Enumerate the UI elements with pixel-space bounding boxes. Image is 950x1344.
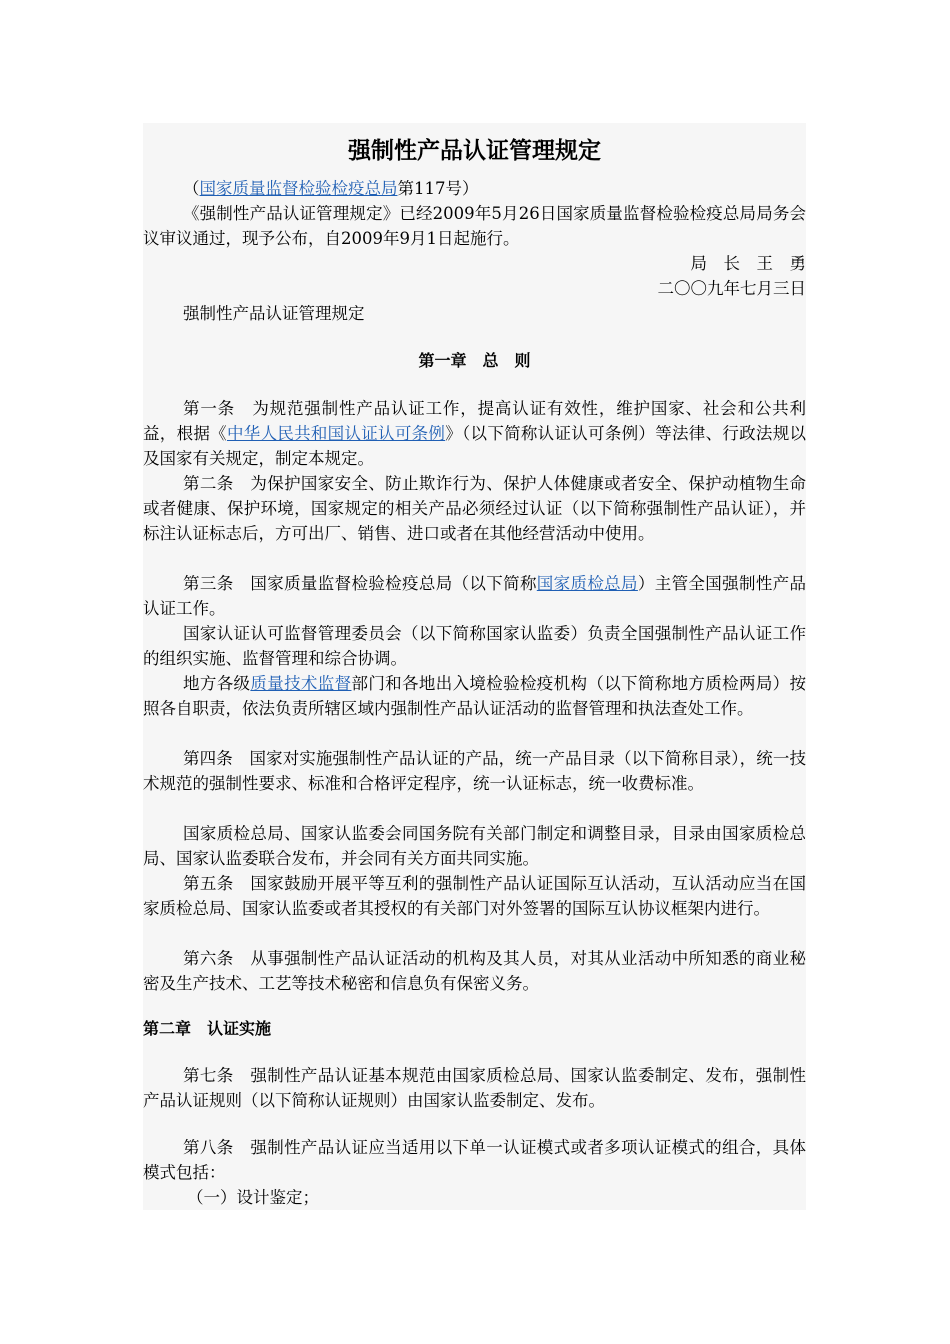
article-4: 第四条 国家对实施强制性产品认证的产品，统一产品目录（以下简称目录），统一技术规范的强制性要求、标准和合格评定程序，统一认证标志，统一收费标准。 bbox=[143, 749, 806, 793]
article-1 bbox=[143, 396, 806, 471]
article-3-paragraph-3 bbox=[143, 671, 806, 721]
article-1-text-start: 第一条 为规范强制性产品认证工作，提高认证有效性，维护国家、社会和公共利益，根据《 bbox=[143, 399, 806, 443]
article-4-paragraph-2: 国家质检总局、国家认监委会同国务院有关部门制定和调整目录，目录由国家质检总局、国家认监委联合发布，并会同有关方面共同实施。 bbox=[143, 824, 806, 868]
issuer-link[interactable]: 国家质量监督检验检疫总局 bbox=[199, 179, 398, 198]
chapter-1-heading: 第一章 总 则 bbox=[418, 351, 531, 370]
article-2: 第二条 为保护国家安全、防止欺诈行为、保护人体健康或者安全、保护动植物生命或者健康、保护环境，国家规定的相关产品必须经过认证（以下简称强制性产品认证），并标注认证标志后，方可出厂、销售、进口或者在其他经营活动中使用。 bbox=[143, 474, 806, 543]
decree-open-paren: （ bbox=[183, 179, 200, 198]
document-title: 强制性产品认证管理规定 bbox=[348, 138, 601, 164]
article-1-text-end: 》（以下简称认证认可条例）等法律、行政法规以及国家有关规定，制定本规定。 bbox=[143, 424, 807, 468]
document-subtitle: 强制性产品认证管理规定 bbox=[183, 304, 365, 323]
article-3-p3-text-start: 地方各级 bbox=[183, 674, 251, 693]
article-8: 第八条 强制性产品认证应当适用以下单一认证模式或者多项认证模式的组合，具体模式包括： bbox=[143, 1138, 806, 1182]
signature: 局 长 王 勇 bbox=[690, 254, 806, 273]
issue-date: 二〇〇九年七月三日 bbox=[657, 279, 806, 298]
decree-number: 第117号） bbox=[397, 179, 479, 198]
quality-supervision-link[interactable]: 质量技术监督 bbox=[250, 674, 352, 693]
chapter-2-heading: 第二章 认证实施 bbox=[143, 1019, 272, 1038]
article-3-paragraph-2: 国家认证认可监督管理委员会（以下简称国家认监委）负责全国强制性产品认证工作的组织实施、监督管理和综合协调。 bbox=[143, 624, 806, 668]
regulation-link[interactable]: 中华人民共和国认证认可条例 bbox=[226, 424, 446, 443]
article-3-text-start: 第三条 国家质量监督检验检疫总局（以下简称 bbox=[183, 574, 537, 593]
article-3-p3-text-end: 部门和各地出入境检验检疫机构（以下简称地方质检两局）按照各自职责，依法负责所辖区域内强制性产品认证活动的监督管理和执法查处工作。 bbox=[143, 674, 807, 718]
article-8-item-1: （一）设计鉴定； bbox=[187, 1188, 319, 1207]
article-3 bbox=[143, 571, 806, 621]
article-3-text-end: ）主管全国强制性产品认证工作。 bbox=[143, 574, 807, 618]
article-5: 第五条 国家鼓励开展平等互利的强制性产品认证国际互认活动，互认活动应当在国家质检总局、国家认监委或者其授权的有关部门对外签署的国际互认协议框架内进行。 bbox=[143, 874, 806, 918]
decree-line bbox=[143, 176, 806, 201]
article-6: 第六条 从事强制性产品认证活动的机构及其人员，对其从业活动中所知悉的商业秘密及生产技术、工艺等技术秘密和信息负有保密义务。 bbox=[143, 949, 806, 993]
article-7: 第七条 强制性产品认证基本规范由国家质检总局、国家认监委制定、发布，强制性产品认证规则（以下简称认证规则）由国家认监委制定、发布。 bbox=[143, 1066, 806, 1110]
aqsiq-link[interactable]: 国家质检总局 bbox=[536, 574, 638, 593]
document-page bbox=[143, 123, 806, 1210]
announcement-paragraph: 《强制性产品认证管理规定》已经2009年5月26日国家质量监督检验检疫总局局务会议审议通过，现予公布，自2009年9月1日起施行。 bbox=[143, 204, 806, 248]
